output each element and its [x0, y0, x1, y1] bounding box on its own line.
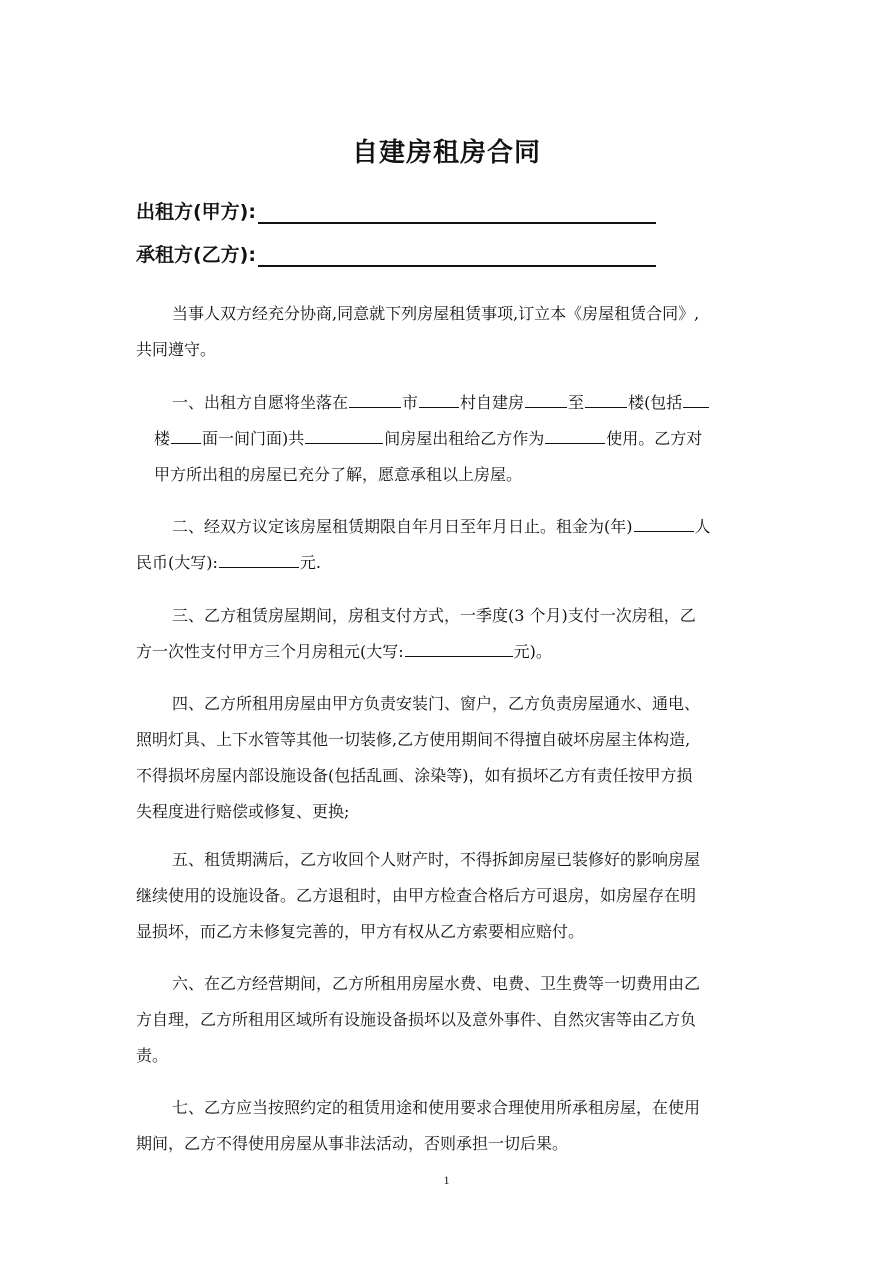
page-number: 1 — [443, 1173, 450, 1187]
clause-6: 六、在乙方经营期间，乙方所租用房屋水费、电费、卫生费等一切费用由乙 方自理，乙方所租用区域所有设施设备损坏以及意外事件、自然灾害等由乙方负 责。 — [136, 974, 701, 1065]
clause-5: 五、租赁期满后，乙方收回个人财产时，不得拆卸房屋已装修好的影响房屋 继续使用的设施设备。乙方退租时，由甲方检查合格后方可退房，如房屋存在明 显损坏，而乙方未修复完善的，甲方有权从乙方索要相应赔付。 — [136, 850, 701, 941]
lessee-label: 承租方(乙方): — [136, 244, 256, 266]
lessee-blank — [258, 247, 656, 267]
room-count-blank — [305, 427, 383, 444]
usage-blank — [545, 427, 605, 444]
rent-uppercase-blank — [219, 551, 299, 568]
quarter-rent-blank — [405, 640, 513, 657]
village-blank — [419, 391, 459, 408]
include-floor-blank — [683, 391, 709, 408]
facing-blank — [171, 427, 201, 444]
floor-from-blank — [525, 391, 567, 408]
floor-to-blank — [585, 391, 627, 408]
lessor-field — [136, 197, 656, 224]
clause-7: 七、乙方应当按照约定的租赁用途和使用要求合理使用所承租房屋，在使用 期间，乙方不得使用房屋从事非法活动，否则承担一切后果。 — [136, 1098, 701, 1153]
clause-4: 四、乙方所租用房屋由甲方负责安装门、窗户，乙方负责房屋通水、通电、 照明灯具、上下水管等其他一切装修,乙方使用期间不得擅自破坏房屋主体构造, 不得损坏房屋内部设施设备(包括乱画、涂染等)，如有损坏乙方有责任按甲方损 失程度进行赔偿或修复、更换; — [136, 694, 701, 821]
clause-3: 三、乙方租赁房屋期间，房租支付方式，一季度(3 个月)支付一次房租，乙 方一次性支付甲方三个月房租元(大写: 元)。 — [136, 606, 696, 661]
lessor-label: 出租方(甲方): — [136, 201, 256, 223]
clause-2: 二、经双方议定该房屋租赁期限自年月日至年月日止。租金为(年) 人 民币(大写): 元. — [136, 517, 711, 572]
intro-paragraph: 当事人双方经充分协商,同意就下列房屋租赁事项,订立本《房屋租赁合同》, 共同遵守。 — [136, 304, 700, 359]
city-blank — [349, 391, 401, 408]
lessor-blank — [258, 204, 656, 224]
document-title: 自建房租房合同 — [351, 138, 541, 168]
clause-1: 一、出租方自愿将坐落在 市 村自建房 至 楼(包括 楼 面一间门面)共 间房屋出租给乙方作为 使用。乙方对 甲方所出租的房屋已充分了解，愿意承租以上房屋。 — [136, 385, 758, 493]
lessee-field — [136, 240, 656, 267]
annual-rent-blank — [634, 515, 694, 532]
